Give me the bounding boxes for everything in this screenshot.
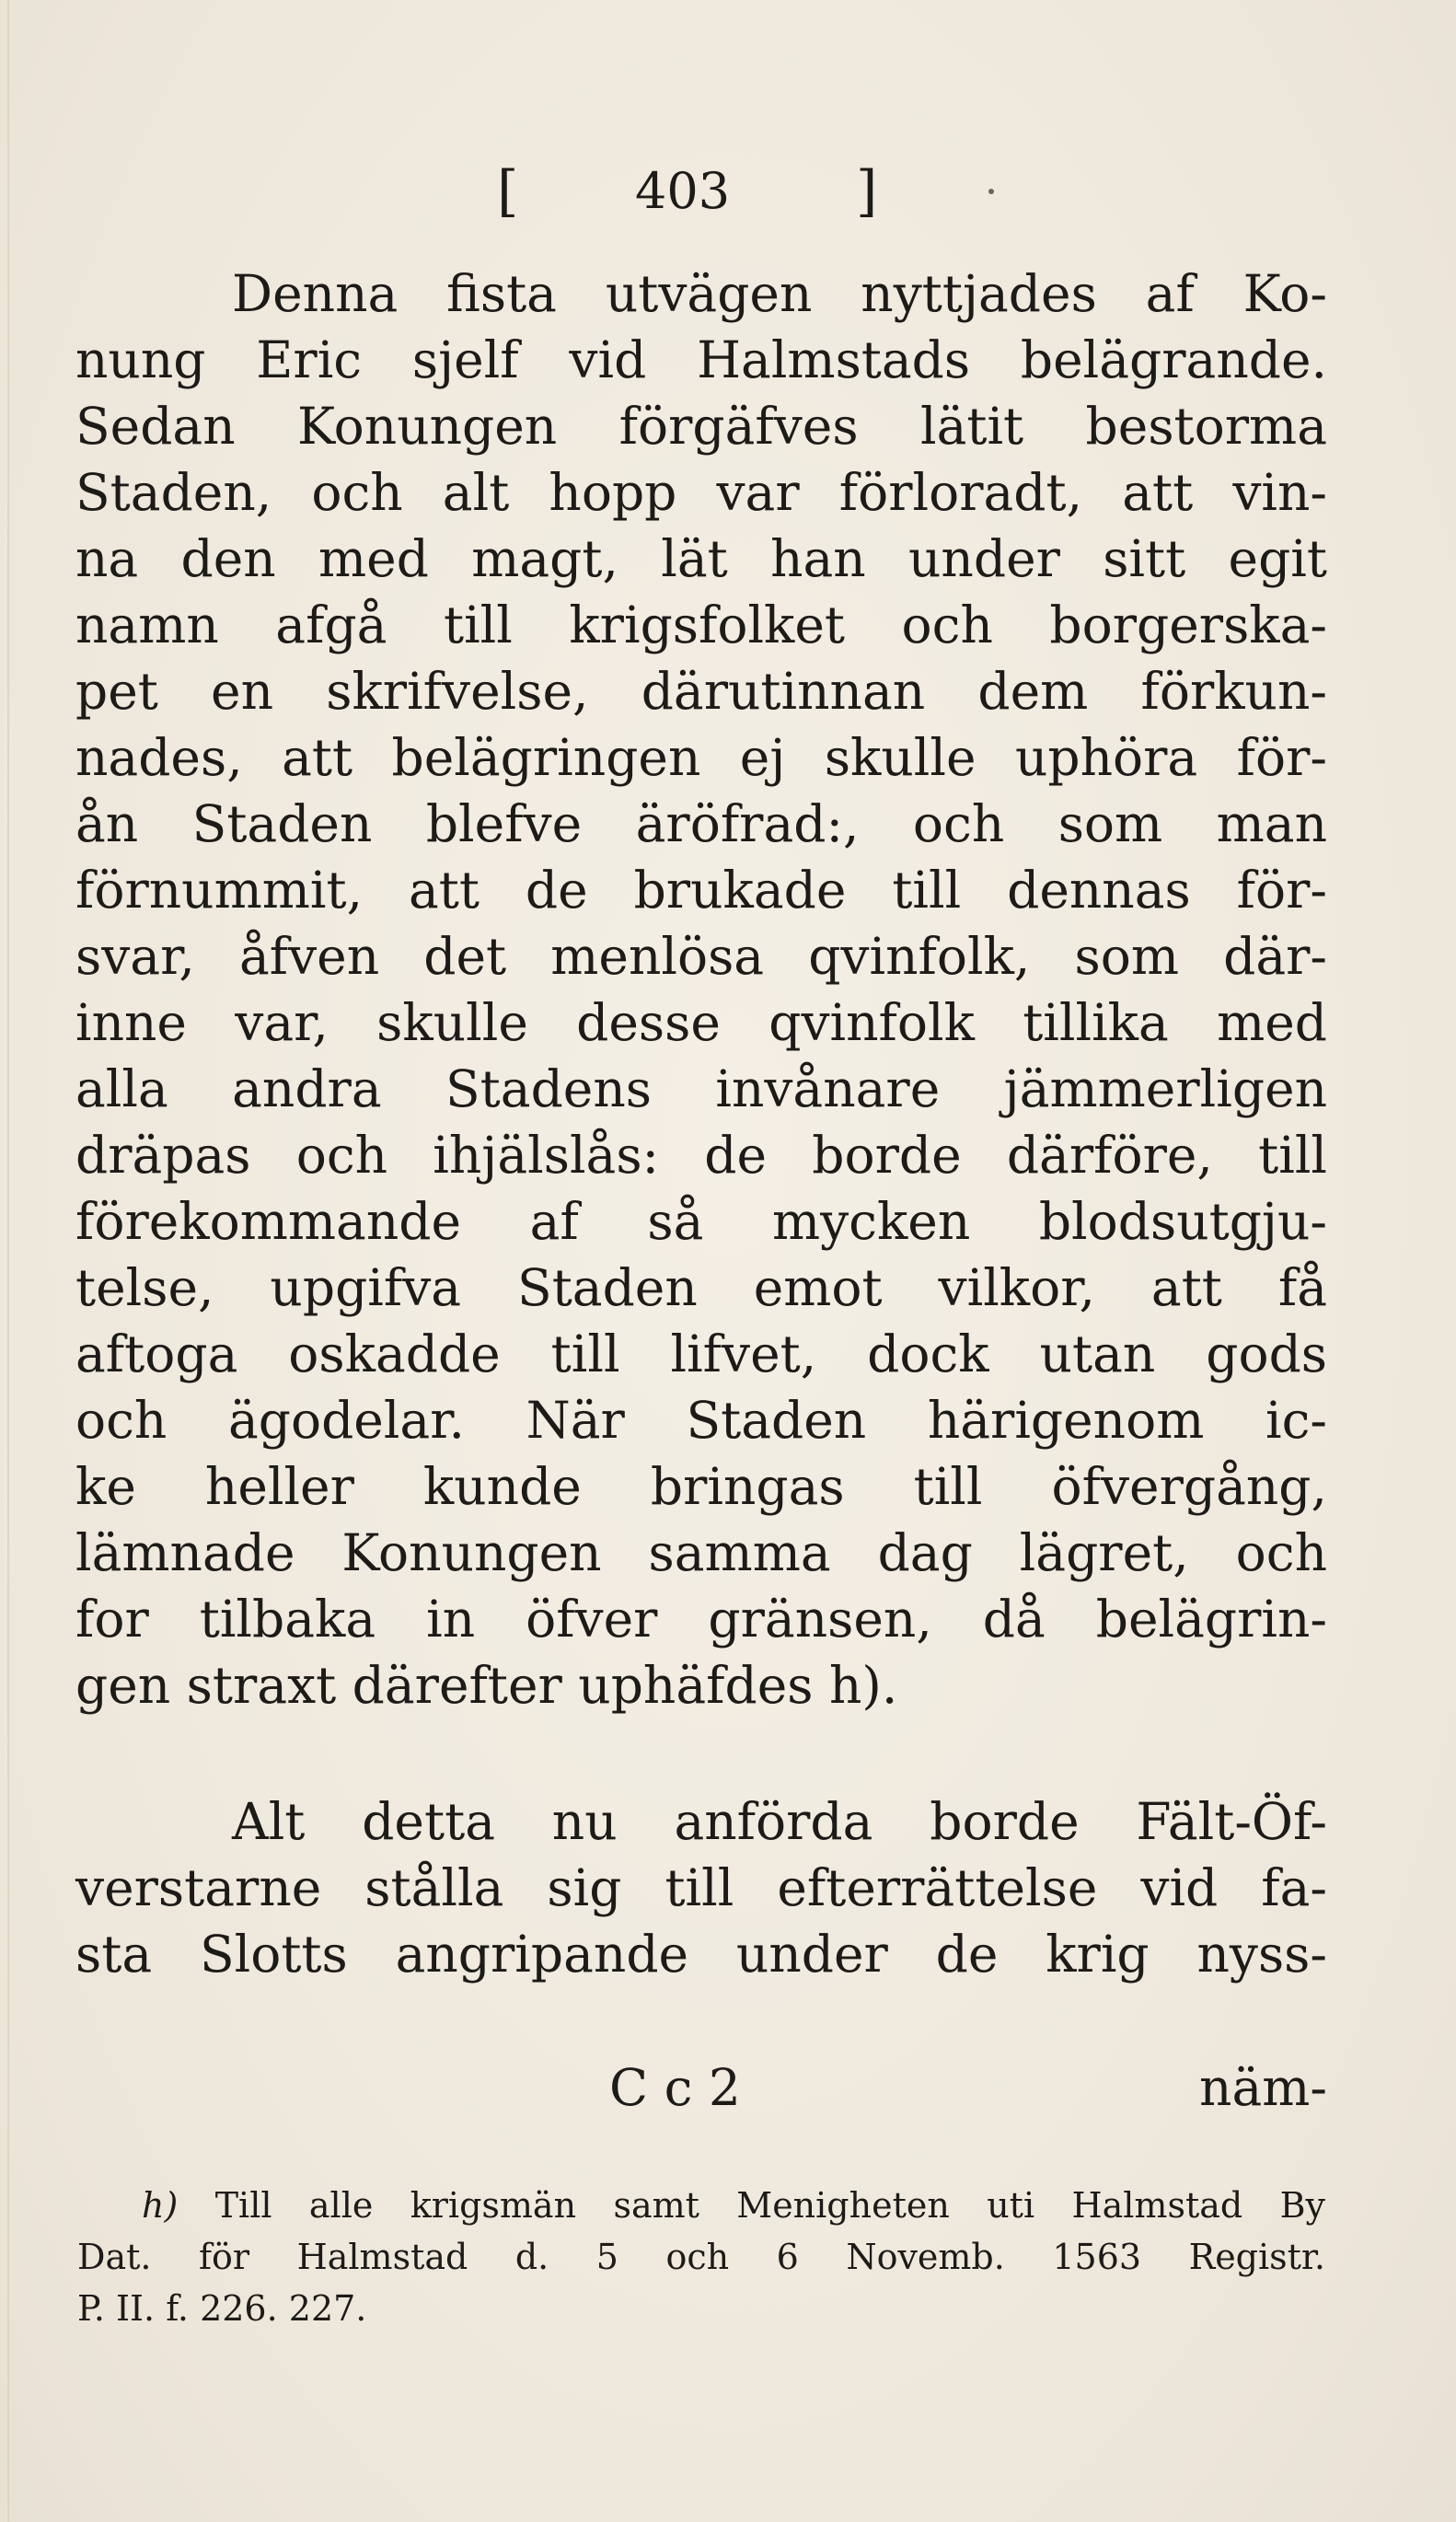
text-line: telse, upgifva Staden emot vilkor, att få [75, 1258, 1327, 1317]
header-bracket-left: [ [497, 159, 519, 224]
paragraph-gap [75, 1718, 1327, 1788]
text-line: aftoga oskadde till lifvet, dock utan gods [75, 1325, 1327, 1383]
header-dot-mark [988, 189, 994, 194]
footnote-marker: h) [142, 2185, 179, 2226]
text-line: for tilbaka in öfver gränsen, då belägrin- [75, 1590, 1327, 1649]
paragraph-1 [75, 260, 1327, 1718]
text-line: verstarne stålla sig till efterrättelse vid fa- [75, 1858, 1327, 1917]
footnote-text: Till alle krigsmän samt Menigheten uti Halmstad By [214, 2185, 1325, 2226]
text-line: lämnade Konungen samma dag lägret, och [75, 1523, 1327, 1582]
text-line: Denna fista utvägen nyttjades af Ko- [232, 264, 1327, 323]
running-header [497, 155, 902, 228]
text-line: ke heller kunde bringas till öfvergång, [75, 1457, 1327, 1516]
text-line: förnummit, att de brukade till dennas för- [75, 861, 1327, 920]
text-line: Sedan Konungen förgäfves lätit bestorma [75, 397, 1327, 456]
header-bracket-right: ] [856, 159, 878, 224]
page-edge-shadow [7, 0, 9, 2522]
body-text [75, 260, 1327, 1987]
catchword: näm- [1199, 2058, 1327, 2117]
text-line: Staden, och alt hopp var förloradt, att vin- [75, 463, 1327, 522]
text-line: Alt detta nu anförda borde Fält-Öf- [232, 1792, 1327, 1851]
text-line: nung Eric sjelf vid Halmstads belägrande. [75, 330, 1327, 389]
footnote-line: Dat. för Halmstad d. 5 och 6 Novemb. 1563 Registr. [77, 2237, 1325, 2277]
text-line: pet en skrifvelse, därutinnan dem förkun- [75, 662, 1327, 721]
signature-catchword-line [75, 2054, 1327, 2121]
footnote-line: P. II. f. 226. 227. [77, 2288, 367, 2329]
footnote-line [77, 2180, 1325, 2231]
text-line: na den med magt, lät han under sitt egit [75, 529, 1327, 588]
text-line: nades, att belägringen ej skulle uphöra för- [75, 728, 1327, 787]
text-line: alla andra Stadens invånare jämmerligen [75, 1059, 1327, 1118]
page-number: 403 [635, 162, 731, 220]
text-line: sta Slotts angripande under de krig nyss- [75, 1925, 1327, 1984]
paragraph-2 [75, 1788, 1327, 1987]
text-line: och ägodelar. När Staden härigenom ic- [75, 1391, 1327, 1450]
text-line: inne var, skulle desse qvinfolk tillika med [75, 993, 1327, 1052]
text-line: ån Staden blefve äröfrad:, och som man [75, 794, 1327, 853]
footnote [77, 2180, 1325, 2334]
signature-mark: C c 2 [609, 2058, 741, 2117]
text-line: namn afgå till krigsfolket och borgerska- [75, 596, 1327, 654]
text-line: svar, åfven det menlösa qvinfolk, som där- [75, 927, 1327, 986]
text-line: förekommande af så mycken blodsutgju- [75, 1192, 1327, 1251]
text-line: gen straxt därefter uphäfdes h). [75, 1656, 898, 1715]
text-line: dräpas och ihjälslås: de borde därföre, till [75, 1126, 1327, 1185]
